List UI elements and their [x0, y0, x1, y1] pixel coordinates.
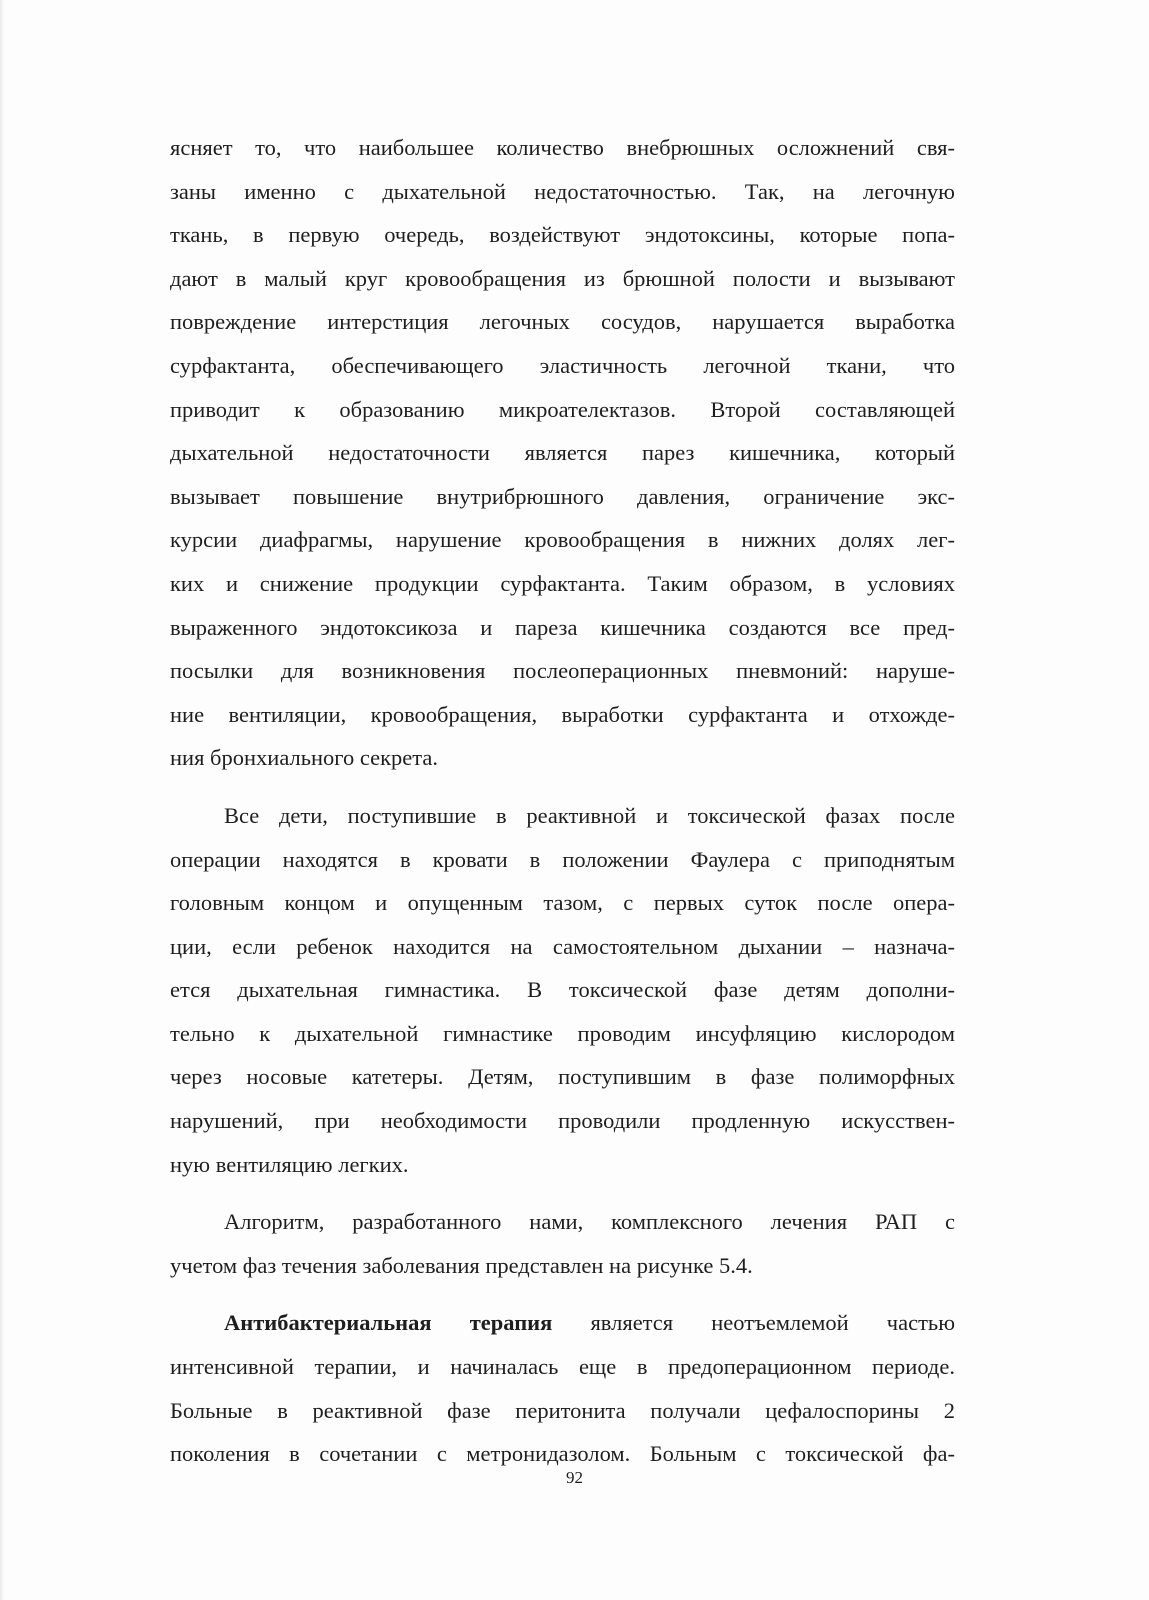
- paragraph-4: [170, 1301, 955, 1475]
- text-line: ясняет то, что наибольшее количество внебрюшных осложнений свя-: [170, 135, 955, 160]
- text-line: посылки для возникновения послеоперационных пневмоний: наруше-: [170, 658, 955, 684]
- text-line: заны именно с дыхательной недостаточностью. Так, на легочную: [170, 178, 955, 204]
- text-line: ких и снижение продукции сурфактанта. Таким образом, в условиях: [170, 570, 955, 596]
- page-number: 92: [566, 1468, 583, 1487]
- text-line-rest: является неотъемлемой частью: [552, 1310, 956, 1336]
- text-line: Больные в реактивной фазе перитонита получали цефалоспорины 2: [170, 1397, 955, 1423]
- text-line: ную вентиляцию легких.: [170, 1151, 409, 1177]
- text-line: тельно к дыхательной гимнастике проводим инсуфляцию кислородом: [170, 1020, 955, 1046]
- text-line: учетом фаз течения заболевания представлен на рисунке 5.4.: [170, 1252, 753, 1278]
- text-line: дыхательной недостаточности является парез кишечника, который: [170, 440, 955, 466]
- text-line: дают в малый круг кровообращения из брюшной полости и вызывают: [170, 265, 955, 291]
- text-line: операции находятся в кровати в положении Фаулера с приподнятым: [170, 846, 955, 872]
- text-line: нарушений, при необходимости проводили продленную искусствен-: [170, 1108, 955, 1134]
- paragraph-gap: [170, 780, 955, 794]
- paragraph-gap: [170, 1287, 955, 1301]
- text-line: интенсивной терапии, и начиналась еще в предоперационном периоде.: [170, 1354, 955, 1380]
- scan-edge-shadow: [0, 0, 4, 1600]
- text-line: головным концом и опущенным тазом, с первых суток после опера-: [170, 890, 955, 916]
- text-line: ния бронхиального секрета.: [170, 745, 438, 771]
- text-line: сурфактанта, обеспечивающего эластичность легочной ткани, что: [170, 352, 955, 378]
- text-line: приводит к образованию микроателектазов. Второй составляющей: [170, 396, 955, 422]
- text-line: повреждение интерстиция легочных сосудов, нарушается выработка: [170, 309, 955, 335]
- text-line: ется дыхательная гимнастика. В токсической фазе детям дополни-: [170, 977, 955, 1003]
- text-line-with-bold-lead: [170, 1301, 955, 1345]
- text-line: ткань, в первую очередь, воздействуют эндотоксины, которые попа-: [170, 222, 955, 248]
- text-line: поколения в сочетании с метронидазолом. Больным с токсической фа-: [170, 1441, 955, 1467]
- text-line: выраженного эндотоксикоза и пареза кишечника создаются все пред-: [170, 614, 955, 640]
- text-line: вызывает повышение внутрибрюшного давления, ограничение экс-: [170, 483, 955, 509]
- body-text: [170, 126, 955, 1476]
- paragraph-1: [170, 126, 955, 780]
- text-line: курсии диафрагмы, нарушение кровообращения в нижних долях лег-: [170, 527, 955, 553]
- text-line: ние вентиляции, кровообращения, выработки сурфактанта и отхожде-: [170, 701, 955, 727]
- paragraph-gap: [170, 1186, 955, 1200]
- text-line: через носовые катетеры. Детям, поступившим в фазе полиморфных: [170, 1064, 955, 1090]
- paragraph-2: [170, 794, 955, 1186]
- paragraph-3: [170, 1200, 955, 1287]
- bold-lead-term: Антибактериальная терапия: [224, 1310, 553, 1336]
- text-line: Алгоритм, разработанного нами, комплексного лечения РАП с: [224, 1209, 955, 1235]
- text-line: ции, если ребенок находится на самостоятельном дыхании – назнача-: [170, 933, 955, 959]
- text-line: Все дети, поступившие в реактивной и токсической фазах после: [224, 802, 955, 828]
